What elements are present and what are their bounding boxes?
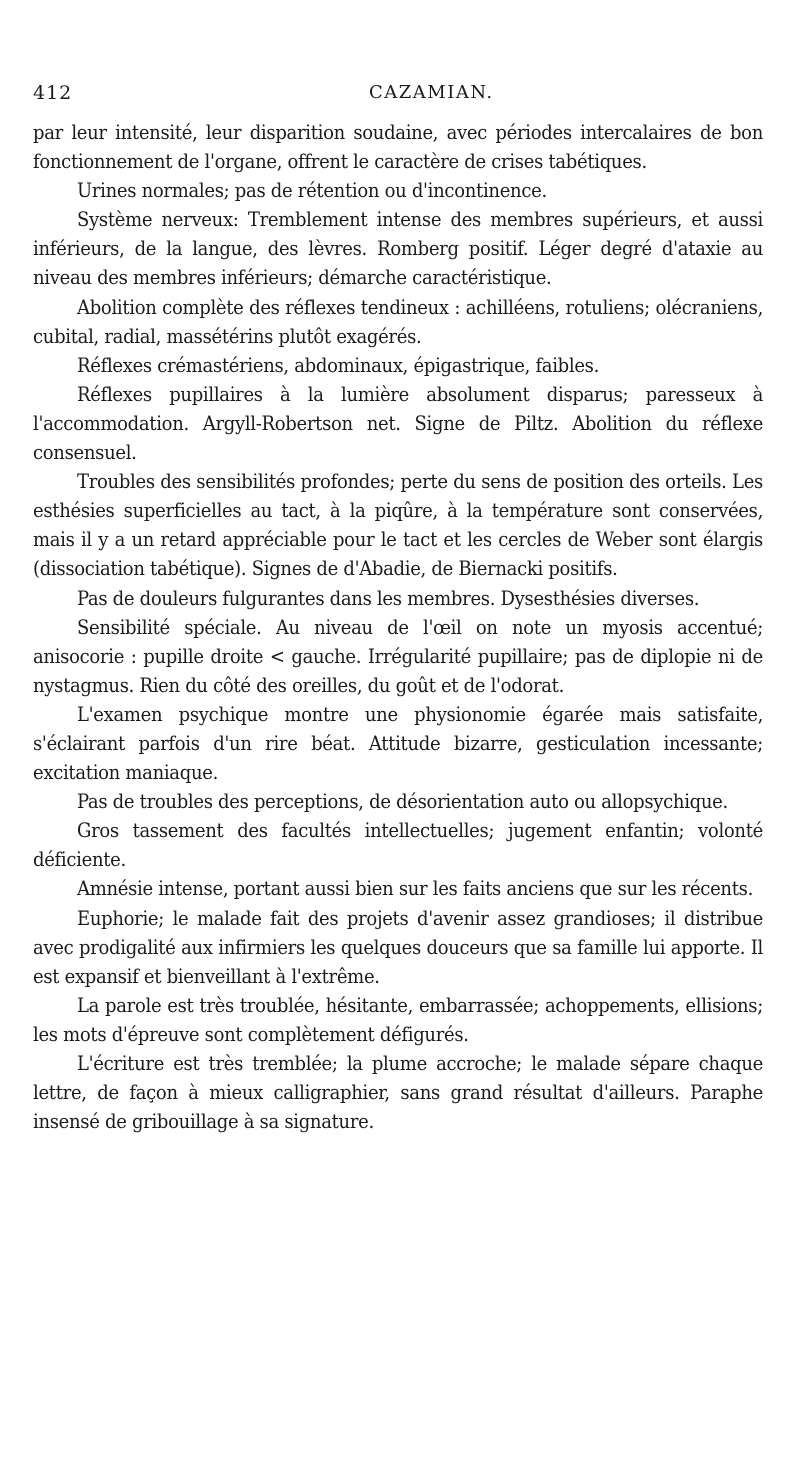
page-number: 412 xyxy=(33,82,73,104)
paragraph: Gros tassement des facultés intellectuelles; jugement enfantin; volonté déficiente. xyxy=(33,818,763,872)
running-head: CAZAMIAN. xyxy=(369,82,494,103)
paragraph: Troubles des sensibilités profondes; perte du sens de position des orteils. Les esthésies superficielles au tact, à la piqûre, à la température sont conservées, mais il y a un retard appréciable pour le tact et les cercles de Weber sont élargis (dissociation tabétique). Signes de d'Abadie, de Biernacki positifs. xyxy=(33,469,763,581)
paragraph: Urines normales; pas de rétention ou d'incontinence. xyxy=(77,178,547,203)
paragraph: L'écriture est très tremblée; la plume accroche; le malade sépare chaque lettre, de façon à mieux calligraphier, sans grand résultat d'ailleurs. Paraphe insensé de gribouillage à sa signature. xyxy=(33,1051,763,1134)
page-header xyxy=(33,82,763,112)
paragraph: Réflexes crémastériens, abdominaux, épigastrique, faibles. xyxy=(77,352,600,377)
paragraph: Système nerveux: Tremblement intense des membres supérieurs, et aussi inférieurs, de la langue, des lèvres. Romberg positif. Léger degré d'ataxie au niveau des membres inférieurs; démarche caractéristique. xyxy=(33,207,763,290)
paragraph: La parole est très troublée, hésitante, embarrassée; achoppements, ellisions; les mots d'épreuve sont complètement défigurés. xyxy=(33,992,763,1046)
paragraph: Euphorie; le malade fait des projets d'avenir assez grandioses; il distribue avec prodigalité aux infirmiers les quelques douceurs que sa famille lui apporte. Il est expansif et bienveillant à l'extrême. xyxy=(33,905,763,988)
paragraph: Réflexes pupillaires à la lumière absolument disparus; paresseux à l'accommodation. Argyll-Robertson net. Signe de Piltz. Abolition du réflexe consensuel. xyxy=(33,381,763,465)
paragraph: Sensibilité spéciale. Au niveau de l'œil on note un myosis accentué; anisocorie : pupille droite < gauche. Irrégularité pupillaire; pas de diplopie ni de nystagmus. Rien du côté des oreilles, du goût et de l'odorat. xyxy=(33,614,763,697)
paragraph: L'examen psychique montre une physionomie égarée mais satisfaite, s'éclairant parfois d'un rire béat. Attitude bizarre, gesticulation incessante; excitation maniaque. xyxy=(33,701,763,785)
paragraph: Pas de troubles des perceptions, de désorientation auto ou allopsychique. xyxy=(77,789,728,814)
body-text xyxy=(33,118,763,1136)
paragraph: Amnésie intense, portant aussi bien sur les faits anciens que sur les récents. xyxy=(77,876,753,901)
paragraph: Abolition complète des réflexes tendineux : achilléens, rotuliens; olécraniens, cubital, radial, massétérins plutôt exagérés. xyxy=(33,294,763,348)
paragraph: Pas de douleurs fulgurantes dans les membres. Dysesthésies diverses. xyxy=(77,585,700,610)
paragraph: par leur intensité, leur disparition soudaine, avec périodes intercalaires de bon fonctionnement de l'organe, offrent le caractère de crises tabétiques. xyxy=(33,120,763,174)
